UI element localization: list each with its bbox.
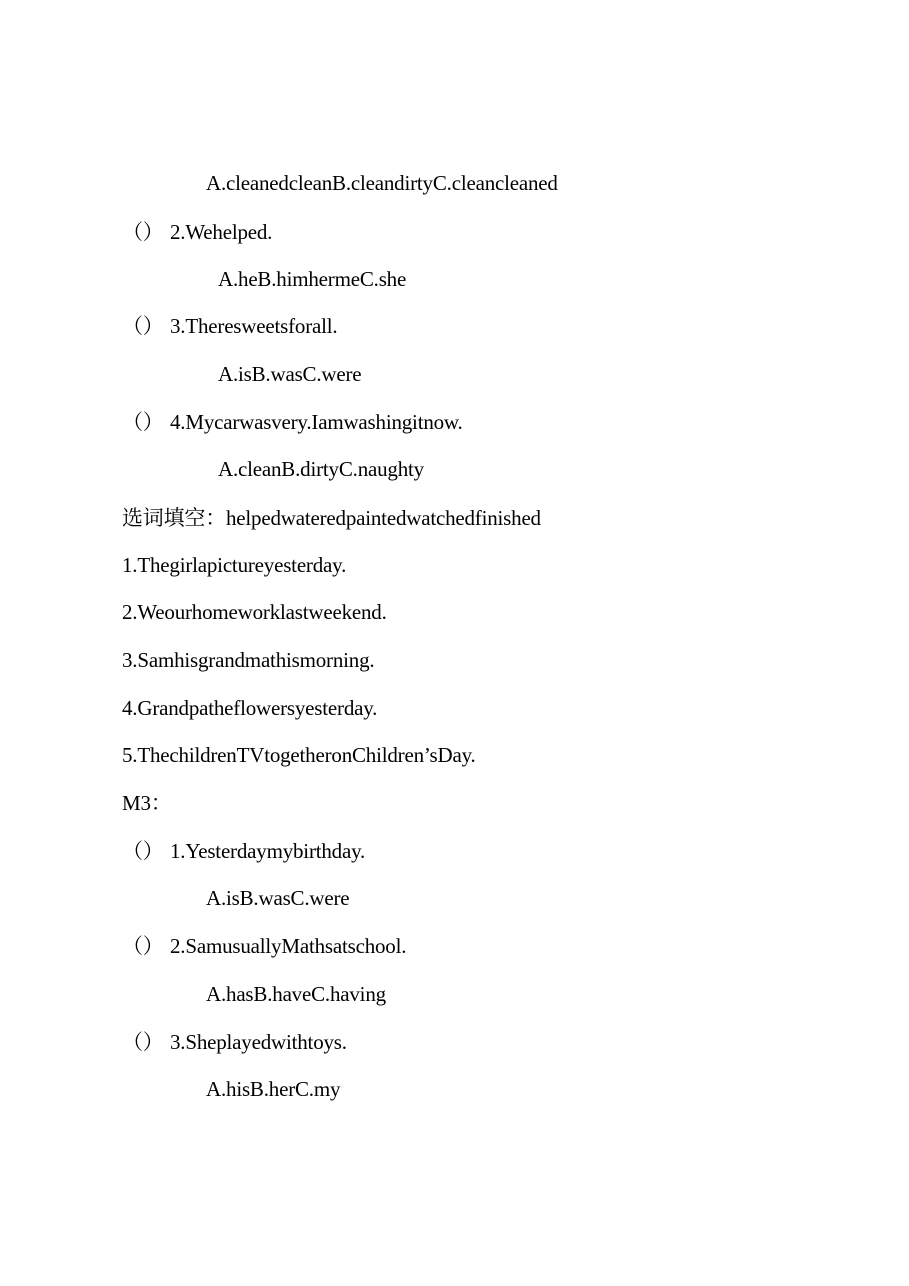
- options-line: A.cleanB.dirtyC.naughty: [218, 457, 424, 481]
- question-line: [122, 314, 337, 338]
- answer-blank: （）: [122, 934, 164, 958]
- fill-in-line: 4.Grandpatheflowersyesterday.: [122, 696, 378, 720]
- question-text: 4.Mycarwasvery.Iamwashingitnow.: [170, 410, 463, 434]
- options-line: A.hisB.herC.my: [206, 1077, 341, 1101]
- options-line: A.isB.wasC.were: [218, 362, 362, 386]
- question-text: 3.Theresweetsforall.: [170, 314, 338, 338]
- answer-blank: （）: [122, 410, 164, 434]
- options-line: A.cleanedcleanB.cleandirtyC.cleancleaned: [206, 171, 558, 195]
- options-line: A.isB.wasC.were: [206, 886, 350, 910]
- answer-blank: （）: [122, 220, 164, 244]
- answer-blank: （）: [122, 1030, 164, 1054]
- fill-in-line: 2.Weourhomeworklastweekend.: [122, 600, 387, 624]
- options-line: A.heB.himhermeC.she: [218, 267, 407, 291]
- options-line: A.hasB.haveC.having: [206, 982, 386, 1006]
- question-line: [122, 220, 272, 244]
- fill-in-line: 1.Thegirlapictureyesterday.: [122, 553, 347, 577]
- question-line: [122, 1030, 347, 1054]
- question-text: 3.Sheplayedwithtoys.: [170, 1030, 347, 1054]
- question-text: 1.Yesterdaymybirthday.: [170, 839, 366, 863]
- section-heading: 选词填空：helpedwateredpaintedwatchedfinished: [122, 506, 541, 530]
- question-text: 2.Wehelped.: [170, 220, 273, 244]
- answer-blank: （）: [122, 314, 164, 338]
- fill-in-line: 5.ThechildrenTVtogetheronChildren’sDay.: [122, 743, 476, 767]
- question-line: [122, 410, 463, 434]
- module-heading: M3：: [122, 791, 172, 815]
- answer-blank: （）: [122, 839, 164, 863]
- fill-in-line: 3.Samhisgrandmathismorning.: [122, 648, 375, 672]
- question-text: 2.SamusuallyMathsatschool.: [170, 934, 407, 958]
- question-line: [122, 839, 365, 863]
- question-line: [122, 934, 406, 958]
